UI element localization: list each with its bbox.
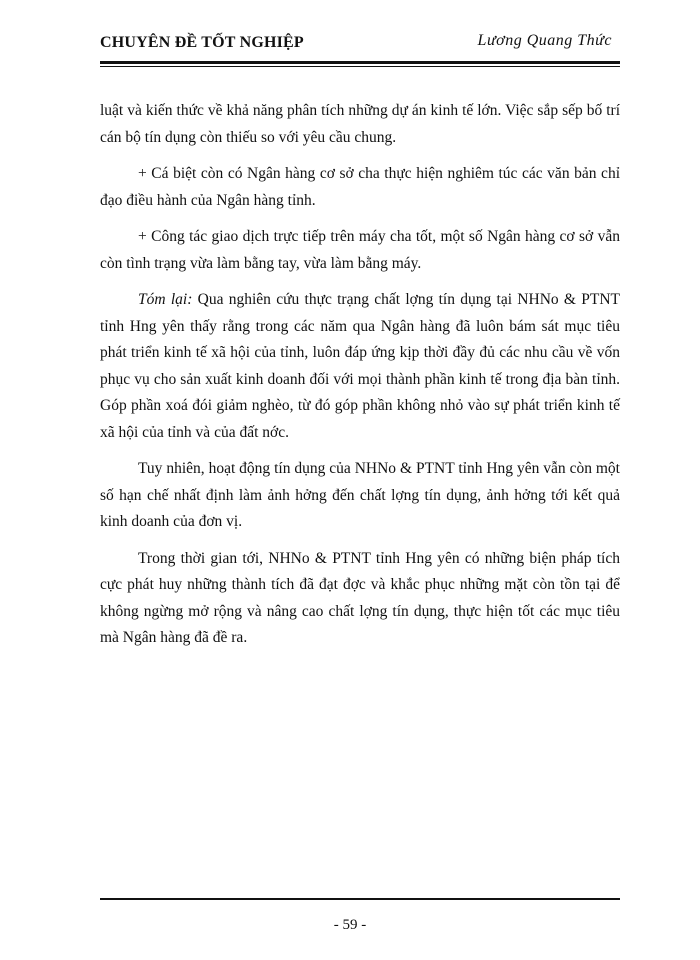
paragraph-2: + Cá biệt còn có Ngân hàng cơ sở cha thực hiện nghiêm túc các văn bản chỉ đạo điều hành của Ngân hàng tỉnh. [100, 165, 620, 209]
paragraph-3: + Công tác giao dịch trực tiếp trên máy cha tốt, một số Ngân hàng cơ sở vẫn còn tình trạng vừa làm bằng tay, vừa làm bằng máy. [100, 228, 620, 272]
summary-text: Qua nghiên cứu thực trạng chất lợng tín dụng tại NHNo & PTNT tỉnh Hng yên thấy rằng trong các năm qua Ngân hàng đã luôn bám sát mục tiêu phát triển kinh tế xã hội của tỉnh, luôn đáp ứng kịp thời đầy đủ các nhu cầu về vốn phục vụ cho sản xuất kinh doanh đối với mọi thành phần kinh tế trong địa bàn tỉnh. Góp phần xoá đói giảm nghèo, từ đó góp phần không nhỏ vào sự phát triển kinh tế xã hội của tỉnh và của đất nớc. [100, 291, 620, 441]
footer-divider [100, 898, 620, 900]
author-name: Lương Quang Thức [477, 32, 612, 49]
header-divider [100, 61, 620, 67]
paragraph-4 [100, 287, 620, 446]
paragraph-1: luật và kiến thức về khả năng phân tích những dự án kinh tế lớn. Việc sắp sếp bố trí cán bộ tín dụng còn thiếu so với yêu cầu chung. [100, 102, 620, 146]
document-title: CHUYÊN ĐỀ TỐT NGHIỆP [100, 34, 304, 51]
page-header [100, 30, 620, 58]
summary-label: Tóm lại: [138, 291, 193, 308]
body-text [100, 98, 620, 662]
paragraph-5: Tuy nhiên, hoạt động tín dụng của NHNo & PTNT tỉnh Hng yên vẫn còn một số hạn chế nhất định làm ảnh hởng đến chất lợng tín dụng, ảnh hởng tới kết quả kinh doanh của đơn vị. [100, 460, 620, 530]
page-number: - 59 - [333, 917, 367, 933]
paragraph-6: Trong thời gian tới, NHNo & PTNT tỉnh Hng yên có những biện pháp tích cực phát huy những thành tích đã đạt đợc và khắc phục những mặt còn tồn tại để không ngừng mở rộng và nâng cao chất lợng tín dụng, thực hiện tốt các mục tiêu mà Ngân hàng đã đề ra. [100, 549, 620, 646]
